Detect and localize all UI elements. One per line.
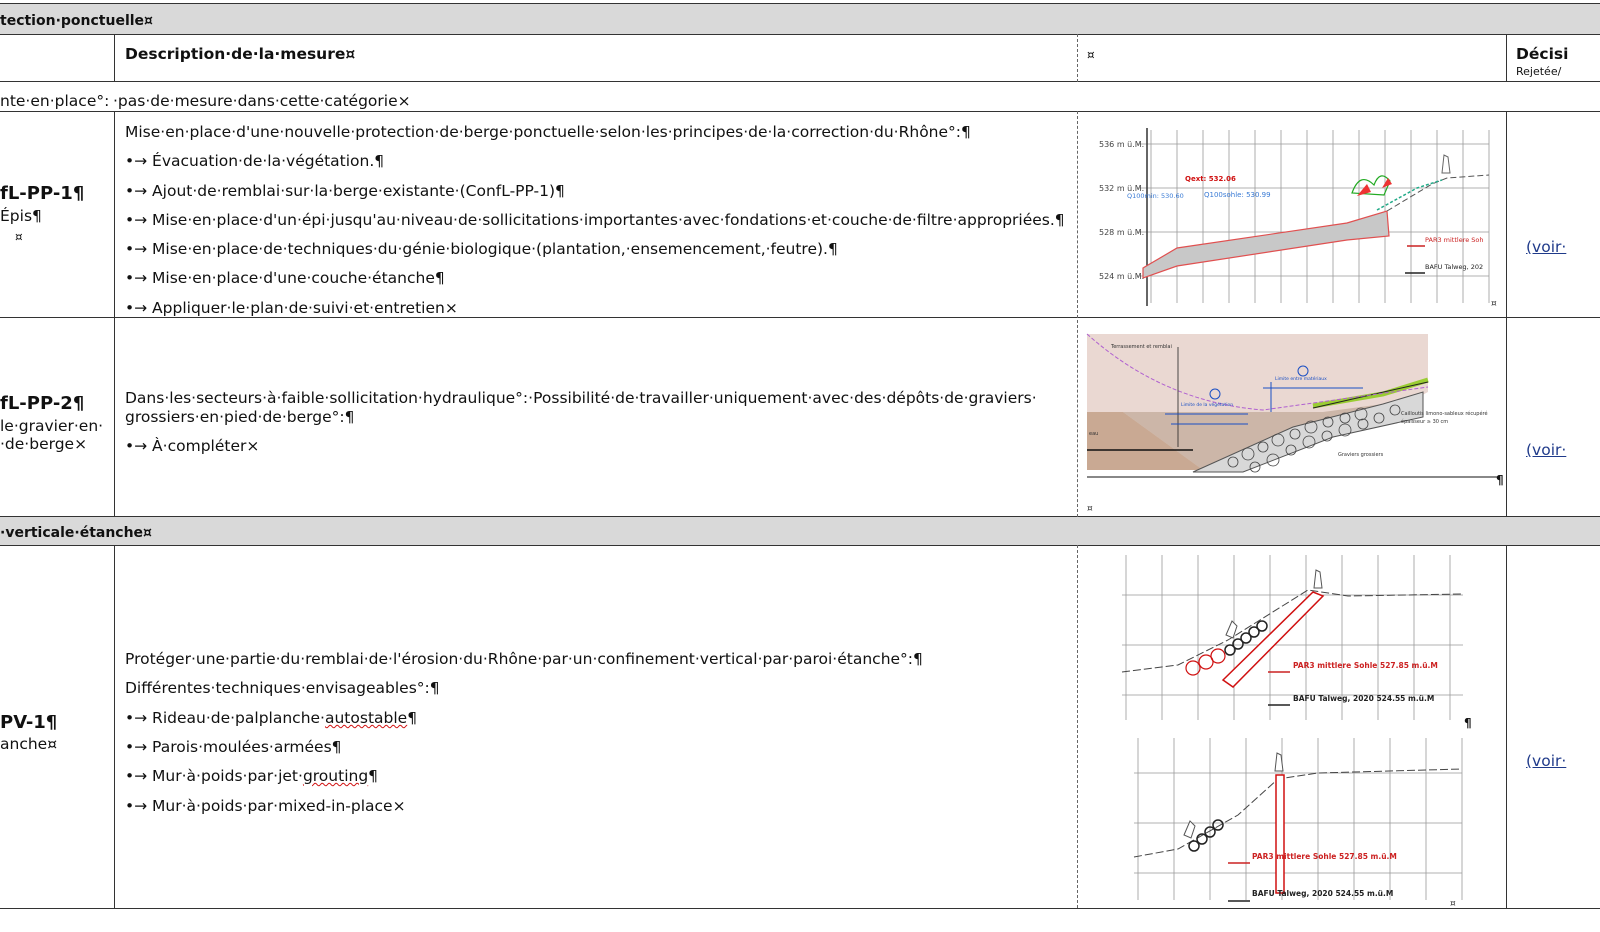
fig3b-bafu: BAFU Talweg, 2020 524.55 m.ü.M: [1252, 889, 1394, 898]
row3-link[interactable]: (voir·: [1526, 752, 1567, 770]
rule: [0, 34, 1600, 35]
fig2-gravier: Graviers grossiers: [1338, 452, 1384, 458]
col-rule: [1077, 34, 1078, 82]
row1-line: •→ Mise·en·place·de·techniques·du·génie·biologique·(plantation,·ensemencement,·feutre).¶: [125, 240, 838, 258]
row2-code: fL-PP-2¶: [0, 393, 85, 414]
figure-sheet-pile: [1118, 550, 1478, 732]
row2-line: grossiers·en·pied·de·berge°:¶: [125, 408, 355, 426]
fig3-mark: ¤: [1450, 899, 1456, 907]
fig1-q100sohle: Q100sohle: 530.99: [1204, 191, 1271, 199]
header-decision: Décisi: [1516, 45, 1569, 63]
row3-bullet: •→ Rideau·de·palplanche·autostable¶: [125, 709, 418, 727]
fig2-niveau1: Limite de la végétation: [1181, 403, 1234, 408]
row1-line: Mise·en·place·d'une·nouvelle·protection·de·berge·ponctuelle·selon·les·principes·de·la·correction·du·Rhône°:¶: [125, 123, 971, 141]
fig2-epaisseur: épaisseur ≥ 30 cm: [1401, 419, 1449, 425]
row3-bullet: •→ Mur·à·poids·par·mixed-in-place×: [125, 797, 406, 815]
rule: [0, 317, 1600, 318]
fig3-pilcrow: ¶: [1464, 716, 1472, 730]
fig1-mark: ¤: [1491, 299, 1497, 309]
section-title-ponctuelle: tection·ponctuelle¤: [0, 13, 153, 29]
row2-name: ·de·berge×: [0, 435, 88, 453]
figure-gravel-deposit: [1083, 322, 1506, 515]
row1-line: •→ Mise·en·place·d'un·épi·jusqu'au·niveau·de·sollicitations·importantes·avec·fondations·et·couche·de·filtre·appropriées.¶: [125, 211, 1065, 229]
row1-line: •→ Appliquer·le·plan·de·suivi·et·entretien×: [125, 299, 458, 316]
note-left: nte·en·place°:: [0, 92, 110, 110]
figure-epis-profile: [1087, 118, 1497, 313]
row1-line: •→ Ajout·de·remblai·sur·la·berge·existante·(ConfL-PP-1)¶: [125, 182, 565, 200]
fig1-level: 532 m ü.M.: [1099, 184, 1145, 193]
row3-name: anche¤: [0, 735, 58, 753]
rule: [0, 545, 1600, 546]
fig2-pilcrow: ¶: [1496, 473, 1504, 487]
fig1-level: 536 m ü.M.: [1099, 140, 1145, 149]
row1-line: •→ Mise·en·place·d'une·couche·étanche¶: [125, 269, 445, 287]
row3-line: Différentes·techniques·envisageables°:¶: [125, 679, 440, 697]
col-rule: [114, 34, 115, 82]
fig1-par3: PAR3 mittlere Soh: [1425, 236, 1484, 244]
table-bottom-border: [0, 908, 1600, 909]
header-description: Description·de·la·mesure¤: [125, 45, 356, 63]
row3-code: PV-1¶: [0, 712, 58, 733]
row2-line: Dans·les·secteurs·à·faible·sollicitation·hydraulique°:·Possibilité·de·travailler·uniquement·avec·des·dépôts·de·graviers·: [125, 389, 1037, 407]
fig2-niveau2: Limite entre matériaux: [1275, 377, 1327, 382]
section-band-ponctuelle: [0, 4, 1600, 34]
col-rule: [1506, 111, 1507, 517]
rule: [0, 111, 1600, 112]
row2-link[interactable]: (voir·: [1526, 441, 1567, 459]
fig2-mark: ¤: [1087, 504, 1093, 514]
row1-line: •→ Évacuation·de·la·végétation.¶: [125, 152, 385, 170]
fig3b-par3: PAR3 mittlere Sohle 527.85 m.ü.M: [1252, 852, 1397, 861]
header-image-col: ¤: [1087, 48, 1095, 62]
col-rule: [114, 545, 115, 908]
row2-line: •→ À·compléter×: [125, 437, 260, 455]
row2-name: le·gravier·en·: [0, 417, 104, 435]
row3-bullet: •→ Mur·à·poids·par·jet·grouting¶: [125, 767, 379, 785]
row1-code: fL-PP-1¶: [0, 183, 85, 204]
header-decision-sub: Rejetée/: [1516, 65, 1562, 78]
section-band-verticale: [0, 517, 1600, 545]
col-rule: [1506, 34, 1507, 82]
rule: [0, 81, 1600, 82]
fig1-level: 528 m ü.M.: [1099, 228, 1145, 237]
row1-mark: ¤: [15, 230, 23, 244]
row1-name: Épis¶: [0, 207, 42, 225]
fig2-terr: Terrassement et remblai: [1111, 344, 1172, 350]
figure-diaphragm-wall: [1118, 735, 1478, 907]
fig3a-bafu: BAFU Talweg, 2020 524.55 m.ü.M: [1293, 694, 1435, 703]
fig3a-par3: PAR3 mittlere Sohle 527.85 m.ü.M: [1293, 661, 1438, 670]
fig1-q100min: Q100min: 530.60: [1127, 192, 1184, 200]
col-rule: [1077, 545, 1078, 908]
fig1-level: 524 m ü.M.: [1099, 272, 1145, 281]
note-text: ·pas·de·mesure·dans·cette·catégorie×: [113, 92, 411, 110]
row1-link[interactable]: (voir·: [1526, 238, 1567, 256]
col-rule: [1077, 111, 1078, 517]
fig1-qext: Qext: 532.06: [1185, 175, 1236, 183]
fig1-bafu: BAFU Talweg, 202: [1425, 263, 1484, 271]
section-title-verticale: ·verticale·étanche¤: [0, 525, 152, 541]
col-rule: [1506, 545, 1507, 908]
row3-line: Protéger·une·partie·du·remblai·de·l'érosion·du·Rhône·par·un·confinement·vertical·par·paroi·étanche°:¶: [125, 650, 923, 668]
col-rule: [114, 111, 115, 517]
row3-bullet: •→ Parois·moulées·armées¶: [125, 738, 342, 756]
fig2-left-label: eau: [1089, 431, 1099, 437]
fig2-cailloux: Cailloutis limono-sableux récupéré: [1401, 411, 1488, 417]
